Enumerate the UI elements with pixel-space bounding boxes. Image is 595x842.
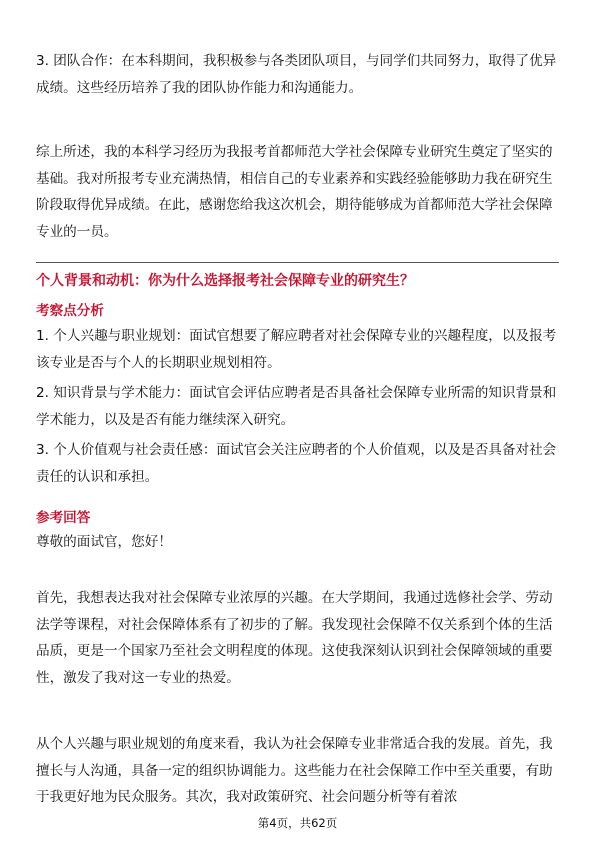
answer-paragraph-2: 从个人兴趣与职业规划的角度来看，我认为社会保障专业非常适合我的发展。首先，我擅长与人沟通，具备一定的组织协调能力。这些能力在社会保障工作中至关重要，有助于我更好地为民众服务。其次，我对政策研究、社会问题分析等有着浓 bbox=[36, 736, 553, 805]
answer-label: 参考回答 bbox=[36, 510, 91, 526]
analysis-point-3: 3. 个人价值观与社会责任感：面试官会关注应聘者的个人价值观，以及是否具备对社会责任的认识和承担。 bbox=[36, 442, 557, 485]
answer-paragraph-1: 首先，我想表达我对社会保障专业浓厚的兴趣。在大学期间，我通过选修社会学、劳动法学等课程，对社会保障体系有了初步的了解。我发现社会保障不仅关系到个体的生活品质，更是一个国家乃至社会文明程度的体现。这使我深刻认识到社会保障领域的重要性，激发了我对这一专业的热爱。 bbox=[36, 590, 553, 686]
analysis-point-2: 2. 知识背景与学术能力：面试官会评估应聘者是否具备社会保障专业所需的知识背景和学术能力，以及是否有能力继续深入研究。 bbox=[36, 385, 557, 428]
answer-greeting: 尊敬的面试官，您好！ bbox=[36, 534, 172, 550]
analysis-label: 考察点分析 bbox=[36, 303, 104, 319]
paragraph-summary: 综上所述，我的本科学习经历为我报考首都师范大学社会保障专业研究生奠定了坚实的基础。我对所报考专业充满热情，相信自己的专业素养和实践经验能够助力我在研究生阶段取得优异成绩。在此，感谢您给我这次机会，期待能够成为首都师范大学社会保障专业的一员。 bbox=[36, 144, 553, 240]
paragraph-teamwork: 3. 团队合作：在本科期间，我积极参与各类团队项目，与同学们共同努力，取得了优异成绩。这些经历培养了我的团队协作能力和沟通能力。 bbox=[36, 53, 557, 96]
analysis-point-1: 1. 个人兴趣与职业规划：面试官想要了解应聘者对社会保障专业的兴趣程度，以及报考该专业是否与个人的长期职业规划相符。 bbox=[36, 328, 557, 371]
page-indicator: 第4页，共62页 bbox=[257, 816, 338, 830]
question-title: 个人背景和动机：你为什么选择报考社会保障专业的研究生？ bbox=[36, 273, 414, 289]
section-divider bbox=[36, 262, 559, 263]
